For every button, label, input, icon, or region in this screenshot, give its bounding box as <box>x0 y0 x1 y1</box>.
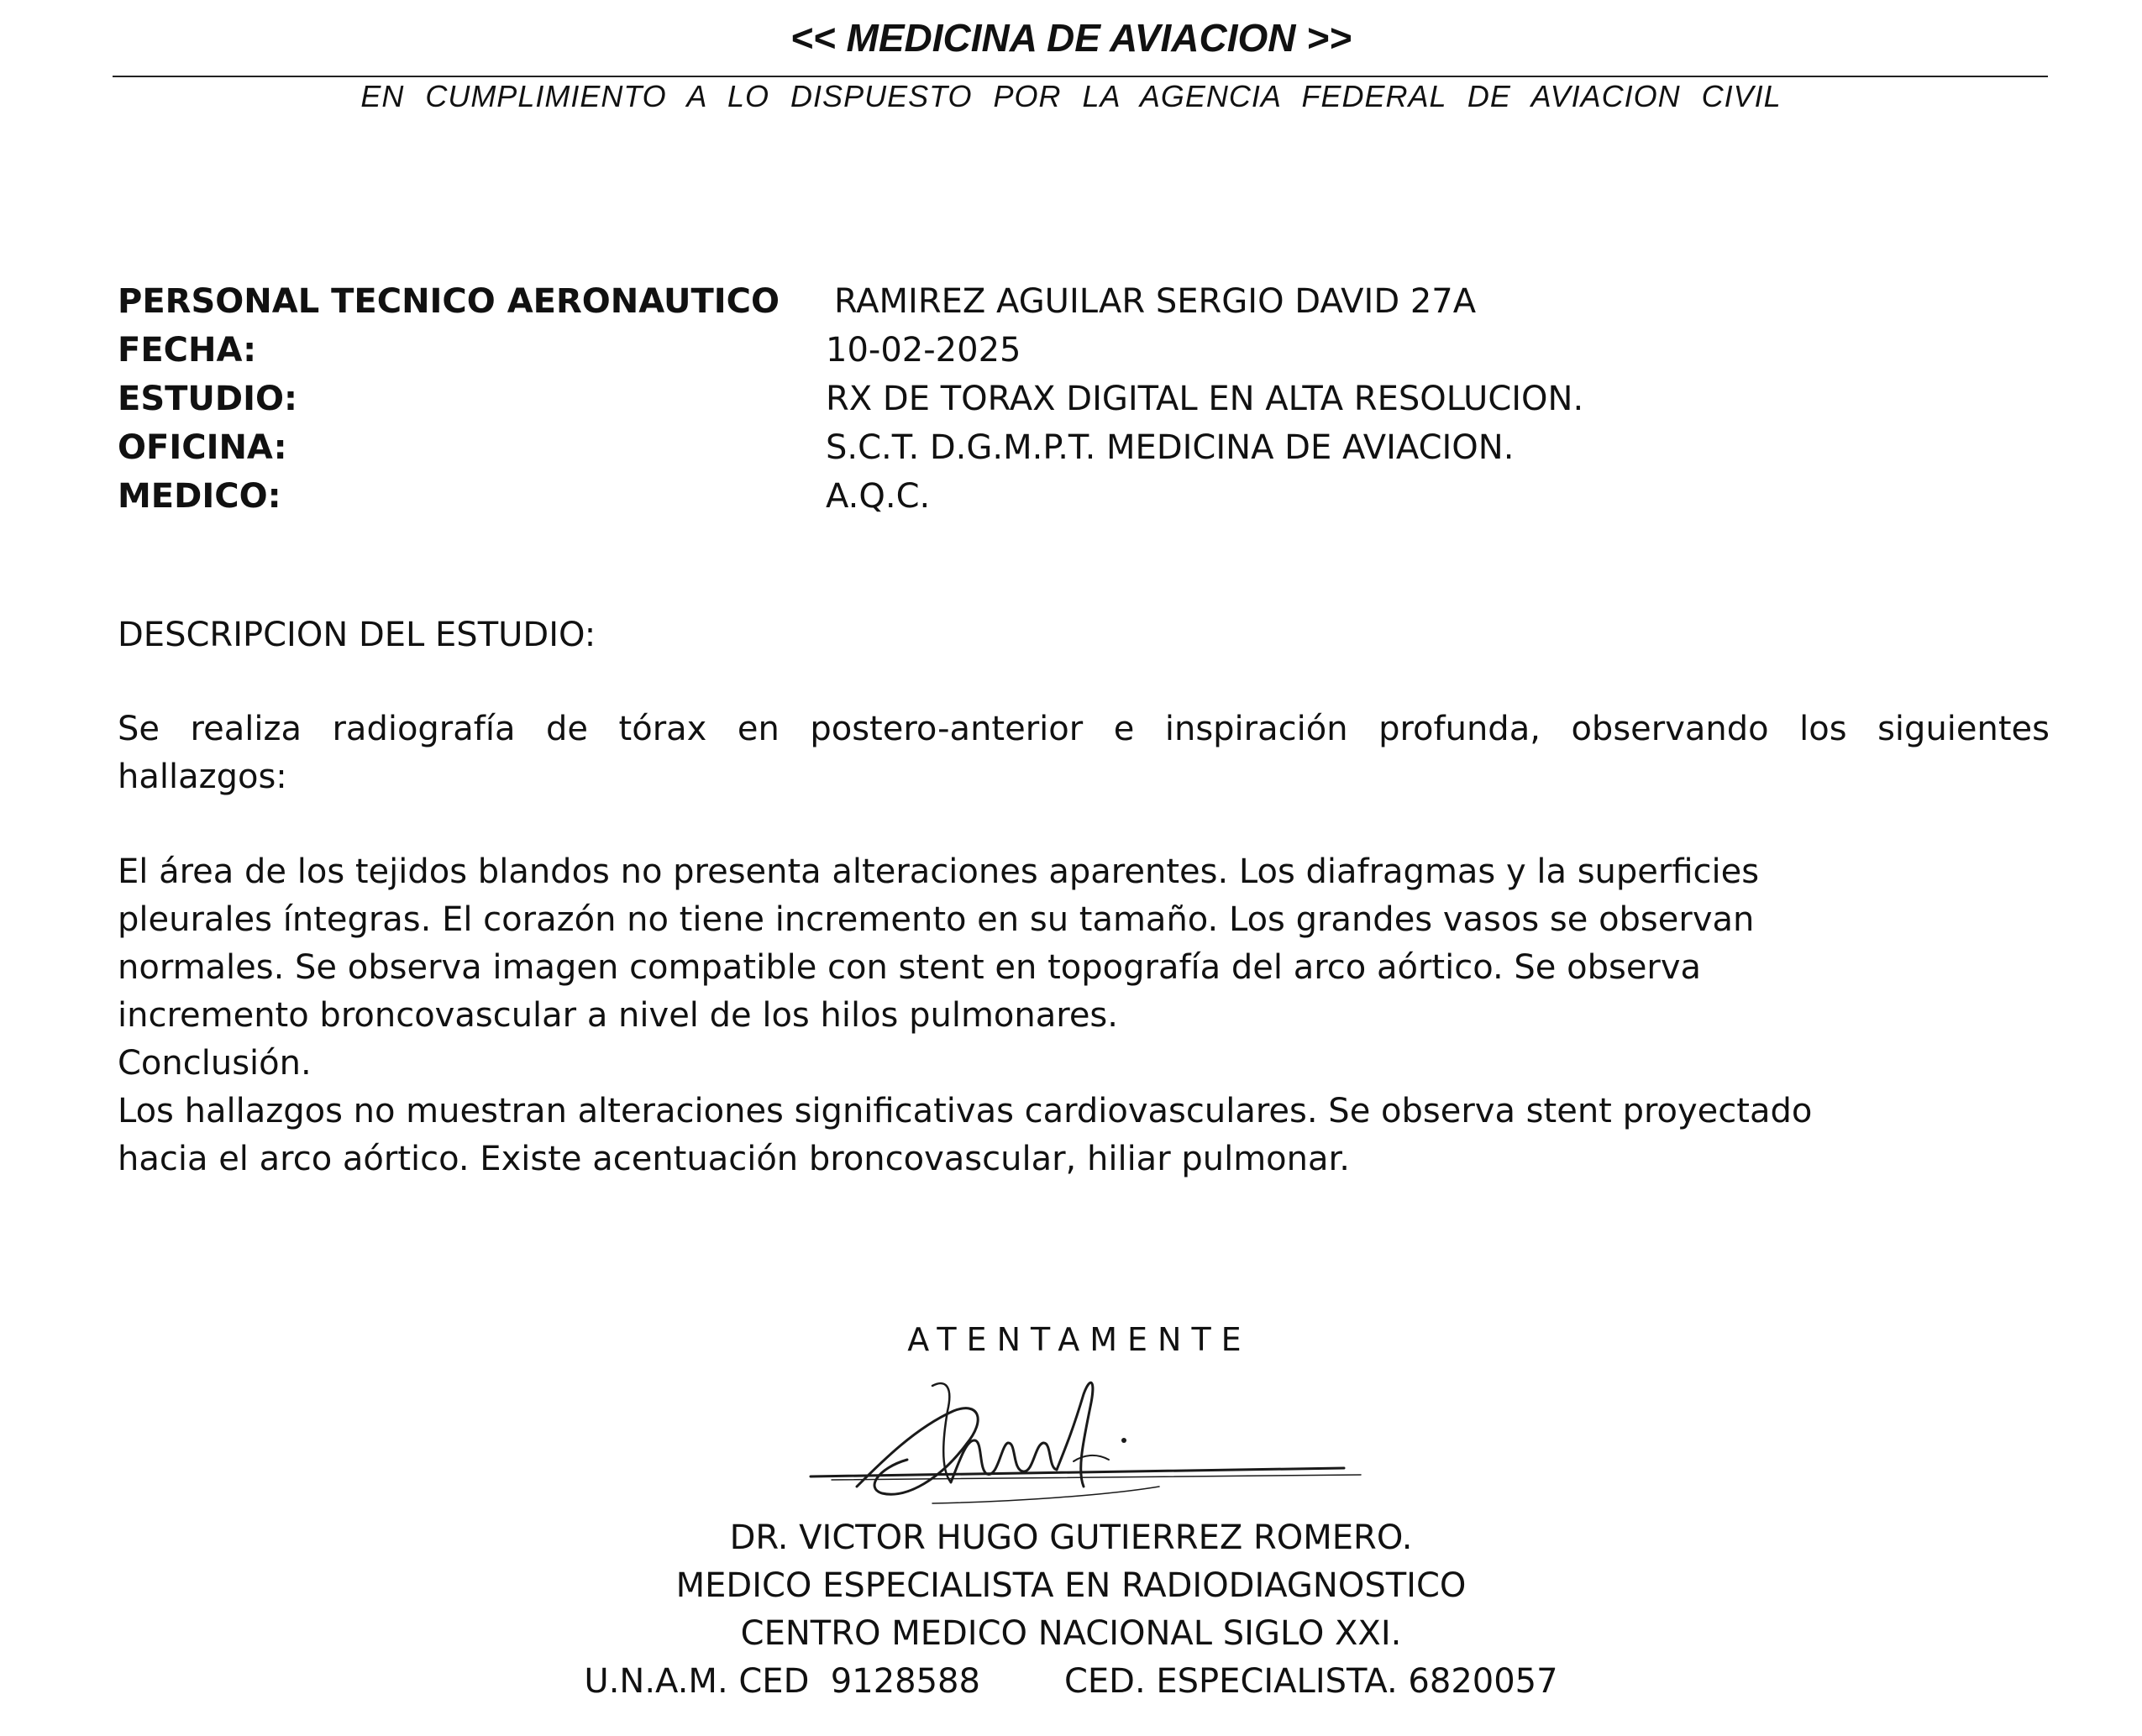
info-label: OFICINA: <box>118 428 287 467</box>
description-intro <box>118 705 2050 801</box>
signatory-title: MEDICO ESPECIALISTA EN RADIODIAGNOSTICO <box>675 1566 1467 1605</box>
info-label: PERSONAL TECNICO AERONAUTICO <box>118 282 780 321</box>
signatory-block <box>0 1514 2142 1658</box>
conclusion-heading: Conclusión. <box>118 1044 312 1083</box>
findings-line: pleurales íntegras. El corazón no tiene incremento en su tamaño. Los grandes vasos se observan <box>118 900 1755 939</box>
findings-line: El área de los tejidos blandos no presenta alteraciones aparentes. Los diafragmas y la superficies <box>118 852 1760 891</box>
info-value: 10-02-2025 <box>826 331 1021 370</box>
info-label: MEDICO: <box>118 477 281 516</box>
closing-salutation: ATENTAMENTE <box>907 1321 1252 1358</box>
info-row-estudio <box>118 375 1583 423</box>
info-row-oficina <box>118 423 1583 472</box>
conclusion-line: Los hallazgos no muestran alteraciones significativas cardiovasculares. Se observa stent proyectado <box>118 1092 1813 1130</box>
intro-line: Se realiza radiografía de tórax en postero-anterior e inspiración profunda, observando los siguientes <box>118 710 2050 748</box>
signatory-institution: CENTRO MEDICO NACIONAL SIGLO XXI. <box>740 1614 1402 1653</box>
findings-line: incremento broncovascular a nivel de los hilos pulmonares. <box>118 996 1118 1035</box>
signatory-name: DR. VICTOR HUGO GUTIERREZ ROMERO. <box>729 1518 1413 1557</box>
header-divider <box>113 76 2048 77</box>
info-row-fecha <box>118 326 1583 375</box>
document-title: << MEDICINA DE AVIACION >> <box>790 16 1352 60</box>
ced-especialista: CED. ESPECIALISTA. 6820057 <box>1063 1662 1558 1701</box>
credentials-line <box>0 1658 2142 1706</box>
info-value: S.C.T. D.G.M.P.T. MEDICINA DE AVIACION. <box>826 428 1515 467</box>
patient-info <box>118 277 1583 521</box>
findings-line: normales. Se observa imagen compatible con stent en topografía del arco aórtico. Se observa <box>118 948 1702 987</box>
handwritten-signature <box>806 1361 1394 1529</box>
document-subtitle: EN CUMPLIMIENTO A LO DISPUESTO POR LA AGENCIA FEDERAL DE AVIACION CIVIL <box>360 79 1782 113</box>
info-row-personal <box>118 277 1583 326</box>
ced-unam: U.N.A.M. CED 9128588 <box>584 1662 980 1701</box>
info-label: FECHA: <box>118 331 257 370</box>
info-row-medico <box>118 472 1583 521</box>
findings-paragraph <box>118 848 2050 1183</box>
intro-line: hallazgos: <box>118 758 287 796</box>
info-value: RX DE TORAX DIGITAL EN ALTA RESOLUCION. <box>826 380 1584 418</box>
info-value: A.Q.C. <box>826 477 931 516</box>
info-label: ESTUDIO: <box>118 380 297 418</box>
description-heading: DESCRIPCION DEL ESTUDIO: <box>118 616 596 654</box>
info-value: RAMIREZ AGUILAR SERGIO DAVID 27A <box>834 282 1477 321</box>
conclusion-line: hacia el arco aórtico. Existe acentuación broncovascular, hiliar pulmonar. <box>118 1140 1350 1178</box>
